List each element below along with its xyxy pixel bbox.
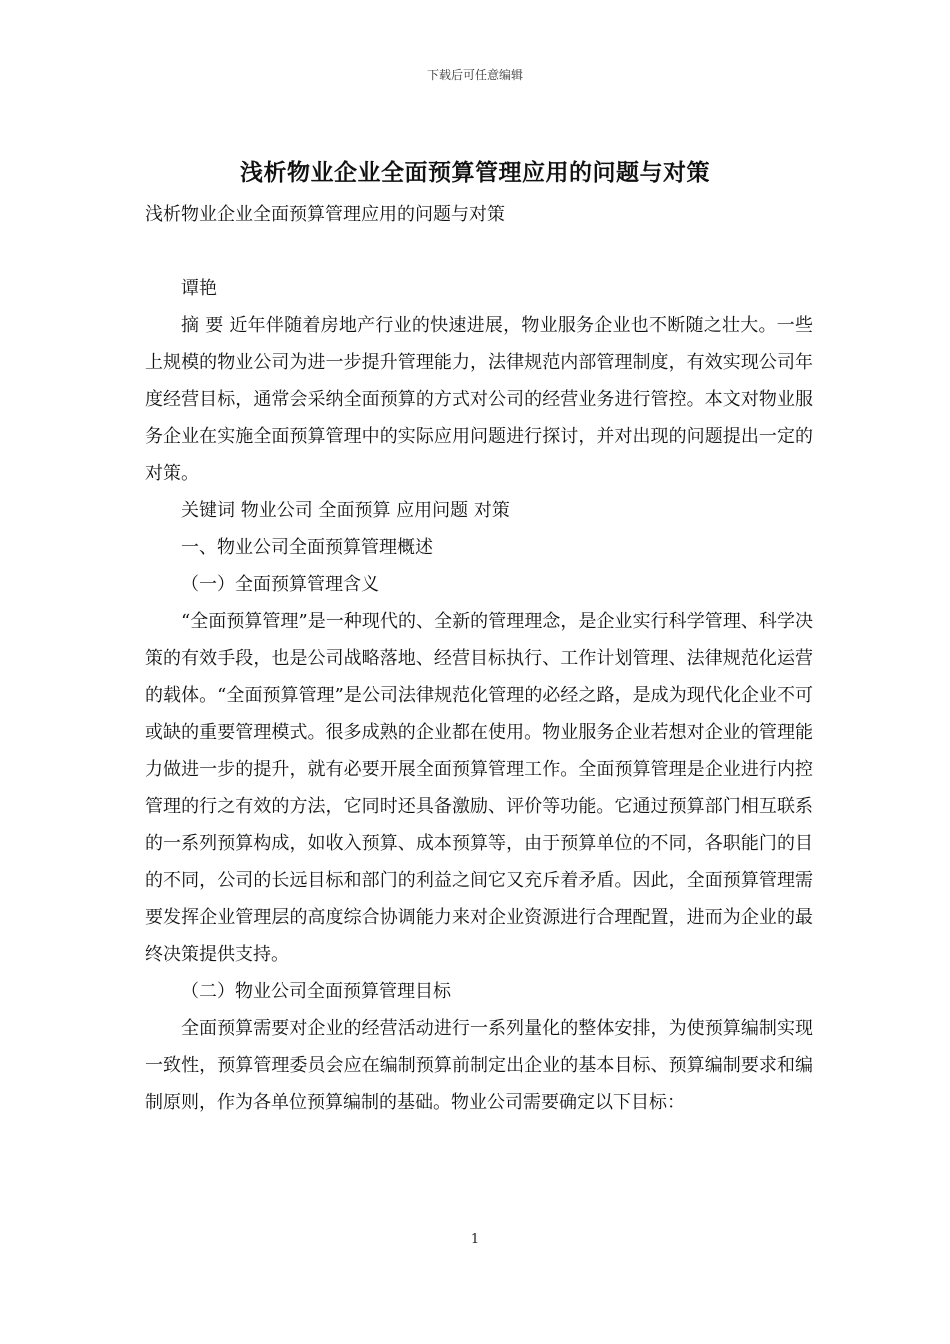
keywords-line: 关键词 物业公司 全面预算 应用问题 对策 — [181, 500, 510, 521]
section-heading-1-2: （二）物业公司全面预算管理目标 — [181, 981, 451, 1002]
author-name: 谭艳 — [181, 278, 217, 299]
section-1-1-paragraph: “全面预算管理”是一种现代的、全新的管理理念，是企业实行科学管理、科学决策的有效手段，也是公司战略落地、经营目标执行、工作计划管理、法律规范化运营的载体。“全面预算管理”是公司法律规范化管理的必经之路，是成为现代化企业不可或缺的重要管理模式。很多成熟的企业都在使用。物业服务企业若想对企业的管理能力做进一步的提升，就有必要开展全面预算管理工作。全面预算管理是企业进行内控管理的行之有效的方法，它同时还具备激励、评价等功能。它通过预算部门相互联系的一系列预算构成，如收入预算、成本预算等，由于预算单位的不同，各职能门的目的不同，公司的长远目标和部门的利益之间它又充斥着矛盾。因此，全面预算管理需要发挥企业管理层的高度综合协调能力来对企业资源进行合理配置，进而为企业的最终决策提供支持。 — [145, 611, 813, 965]
section-heading-1-1: （一）全面预算管理含义 — [181, 574, 379, 595]
section-heading-1: 一、物业公司全面预算管理概述 — [181, 537, 433, 558]
section-1-2-paragraph: 全面预算需要对企业的经营活动进行一系列量化的整体安排，为使预算编制实现一致性，预算管理委员会应在编制预算前制定出企业的基本目标、预算编制要求和编制原则，作为各单位预算编制的基础。物业公司需要确定以下目标： — [145, 1018, 813, 1113]
abstract-paragraph: 摘 要 近年伴随着房地产行业的快速进展，物业服务企业也不断随之壮大。一些上规模的物业公司为进一步提升管理能力，法律规范内部管理制度，有效实现公司年度经营目标，通常会采纳全面预算的方式对公司的经营业务进行管控。本文对物业服务企业在实施全面预算管理中的实际应用问题进行探讨，并对出现的问题提出一定的对策。 — [145, 315, 813, 484]
blank-line — [145, 233, 813, 270]
document-subtitle: 浅析物业企业全面预算管理应用的问题与对策 — [145, 204, 505, 225]
document-body — [145, 196, 813, 1121]
page-number: 1 — [470, 1232, 480, 1247]
header-note: 下载后可任意编辑 — [426, 68, 523, 82]
document-title: 浅析物业企业全面预算管理应用的问题与对策 — [240, 159, 710, 186]
